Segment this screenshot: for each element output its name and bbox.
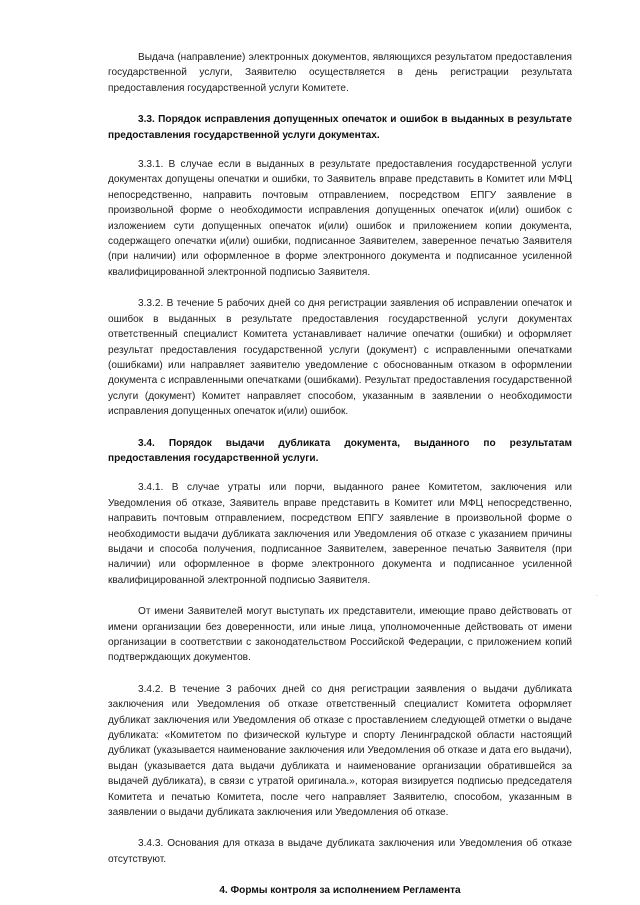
heading-3-4: 3.4. Порядок выдачи дубликата документа, выданного по результатам предоставления государственной услуги. [108,437,572,464]
paragraph-result-delivery: Выдача (направление) электронных документов, являющихся результатом предоставления государственной услуги, Заявителю осуществляется в день регистрации результата предоставления государственной услуги Комитете. [108,52,572,94]
margin-mark: . [596,592,598,598]
heading-3-3: 3.3. Порядок исправления допущенных опечаток и ошибок в выданных в результате предоставления государственной услуги документах. [108,114,572,141]
paragraph-3-3-1: 3.3.1. В случае если в выданных в результате предоставления государственной услуги документах допущены опечатки и ошибки, то Заявитель вправе представить в Комитет или МФЦ непосредственно, направить почтовым отправлением, посредством ЕПГУ заявление в произвольной форме о необходимости исправления допущенных опечаток и(или) ошибок с изложением сути допущенных опечаток и(или) ошибок и приложением копии документа, содержащего опечатки и(или) ошибки, подписанное Заявителем, заверенное печатью Заявителя (при наличии) или оформленное в форме электронного документа и подписанное усиленной квалифицированной электронной подписью Заявителя. [108,159,572,278]
paragraph-representatives: От имени Заявителей могут выступать их представители, имеющие право действовать от имени организации без доверенности, или иные лица, уполномоченные действовать от имени организации в соответствии с законодательством Российской Федерации, с приложением копий подтверждающих документов. [108,606,572,664]
paragraph-3-4-3: 3.4.3. Основания для отказа в выдаче дубликата заключения или Уведомления об отказе отсутствуют. [108,838,572,865]
paragraph-3-4-2: 3.4.2. В течение 3 рабочих дней со дня регистрации заявления о выдачи дубликата заключения или Уведомления об отказе ответственный специалист Комитета оформляет дубликат заключения или Уведомления об отказе с проставлением следующей отметки о выдаче дубликата: «Комитетом по физической культуре и спорту Ленинградской области настоящий дубликат (указывается наименование заключения или Уведомления об отказе и дата его выдачи), выдан (указывается дата выдачи дубликата и наименование организации обратившейся за выдачей дубликата), в связи с утратой оригинала.», которая визируется подписью председателя Комитета и печатью Комитета, после чего направляет Заявителю, способом, указанным в заявлении о выдачи дубликата заключения или Уведомления об отказе. [108,683,572,819]
paragraph-3-3-2: 3.3.2. В течение 5 рабочих дней со дня регистрации заявления об исправлении опечаток и ошибок в выданных в результате предоставления государственной услуги документах ответственный специалист Комитета устанавливает наличие опечатки (ошибки) и оформляет результат предоставления государственной услуги (документ) с исправленными опечатками (ошибками) или направляет заявителю уведомление с обоснованным отказом в оформлении документа с исправленными опечатками (ошибками). Результат предоставления государственной услуги (документ) Комитет направляет способом, указанным в заявлении о необходимости исправления допущенных опечаток и(или) ошибок. [108,298,572,418]
paragraph-3-4-1: 3.4.1. В случае утраты или порчи, выданного ранее Комитетом, заключения или Уведомления об отказе, Заявитель вправе представить в Комитет или МФЦ непосредственно, направить почтовым отправлением, посредством ЕПГУ заявление в произвольной форме о необходимости выдачи дубликата заключения или Уведомления об отказе с указанием причины выдачи и способа получения, подписанное Заявителем, заверенное печатью Заявителя (при наличии) или оформленное в форме электронного документа и подписанное усиленной квалифицированной электронной подписью Заявителя. [108,482,572,586]
section-4-title: 4. Формы контроля за исполнением Регламента [219,885,461,897]
